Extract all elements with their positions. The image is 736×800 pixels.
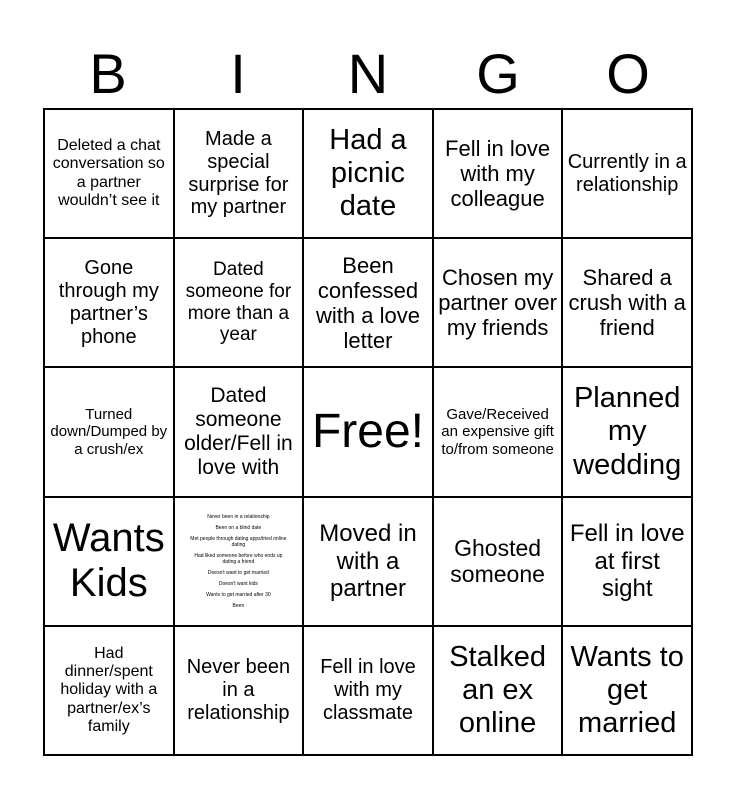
- bingo-cell[interactable]: [174, 367, 304, 496]
- small-text-line: Doesn't want kids: [218, 580, 258, 587]
- cell-text: Chosen my partner over my friends: [438, 265, 557, 341]
- cell-text: Planned my wedding: [573, 382, 682, 481]
- small-text-line: Been: [232, 602, 245, 609]
- bingo-grid: [43, 108, 693, 756]
- cell-text: Gone through my partner’s phone: [58, 257, 159, 348]
- bingo-cell[interactable]: [562, 497, 692, 626]
- bingo-cell[interactable]: [562, 238, 692, 367]
- cell-text: Shared a crush with a friend: [568, 265, 686, 341]
- bingo-cell[interactable]: [303, 626, 433, 755]
- cell-text: Ghosted someone: [450, 534, 545, 588]
- bingo-cell[interactable]: [433, 626, 563, 755]
- small-text-line: Met people through dating apps/tried online dating: [190, 535, 287, 548]
- bingo-cell[interactable]: [174, 238, 304, 367]
- bingo-header: [43, 42, 693, 106]
- bingo-cell[interactable]: [433, 367, 563, 496]
- cell-text: Wants Kids: [52, 515, 165, 606]
- cell-text: Fell in love with my colleague: [445, 135, 551, 212]
- cell-text: Dated someone for more than a year: [185, 259, 292, 346]
- cell-text: Fell in love at first sight: [569, 520, 685, 602]
- cell-text: Wants to get married: [570, 640, 684, 739]
- bingo-cell[interactable]: [303, 497, 433, 626]
- bingo-cell[interactable]: [433, 238, 563, 367]
- header-letter-i: I: [230, 42, 246, 105]
- cell-text: Currently in a relationship: [567, 150, 687, 196]
- bingo-cell[interactable]: [174, 626, 304, 755]
- bingo-cell[interactable]: [44, 367, 174, 496]
- cell-text: Been confessed with a love letter: [316, 252, 420, 353]
- bingo-cell[interactable]: [562, 367, 692, 496]
- small-text-list: [188, 514, 288, 609]
- bingo-cell[interactable]: [433, 109, 563, 238]
- cell-text: Had dinner/spent holiday with a partner/ex’s family: [60, 644, 158, 735]
- bingo-cell[interactable]: [44, 497, 174, 626]
- cell-text: Never been in a relationship: [186, 656, 291, 724]
- bingo-cell[interactable]: [433, 497, 563, 626]
- bingo-cell-small-list[interactable]: [174, 497, 304, 626]
- cell-text: Dated someone older/Fell in love with: [184, 384, 293, 479]
- bingo-cell[interactable]: [44, 626, 174, 755]
- small-text-line: Been on a blind date: [215, 524, 262, 531]
- bingo-cell[interactable]: [44, 238, 174, 367]
- cell-text: Turned down/Dumped by a crush/ex: [50, 406, 168, 458]
- bingo-cell[interactable]: [303, 109, 433, 238]
- cell-text: Had a picnic date: [329, 124, 407, 223]
- cell-text: Fell in love with my classmate: [320, 656, 416, 724]
- cell-text: Free!: [311, 404, 424, 458]
- bingo-cell[interactable]: [562, 626, 692, 755]
- small-text-line: Had liked someone before who ends up dating a friend: [194, 552, 283, 565]
- bingo-cell[interactable]: [174, 109, 304, 238]
- cell-text: Made a special surprise for my partner: [188, 128, 289, 219]
- cell-text: Stalked an ex online: [449, 640, 546, 739]
- header-letter-o: O: [606, 42, 650, 105]
- small-text-line: Never been in a relationship: [207, 513, 270, 520]
- free-space[interactable]: [303, 367, 433, 496]
- bingo-cell[interactable]: [562, 109, 692, 238]
- header-letter-n: N: [347, 42, 389, 105]
- small-text-line: Doesn't want to get married: [207, 569, 269, 576]
- small-text-line: Wants to get married after 30: [206, 591, 271, 598]
- header-letter-g: G: [476, 42, 520, 105]
- cell-text: Gave/Received an expensive gift to/from someone: [441, 406, 554, 458]
- bingo-cell[interactable]: [44, 109, 174, 238]
- cell-text: Moved in with a partner: [319, 520, 417, 602]
- header-letter-b: B: [89, 42, 127, 105]
- cell-text: Deleted a chat conversation so a partner wouldn’t see it: [52, 137, 165, 209]
- bingo-cell[interactable]: [303, 238, 433, 367]
